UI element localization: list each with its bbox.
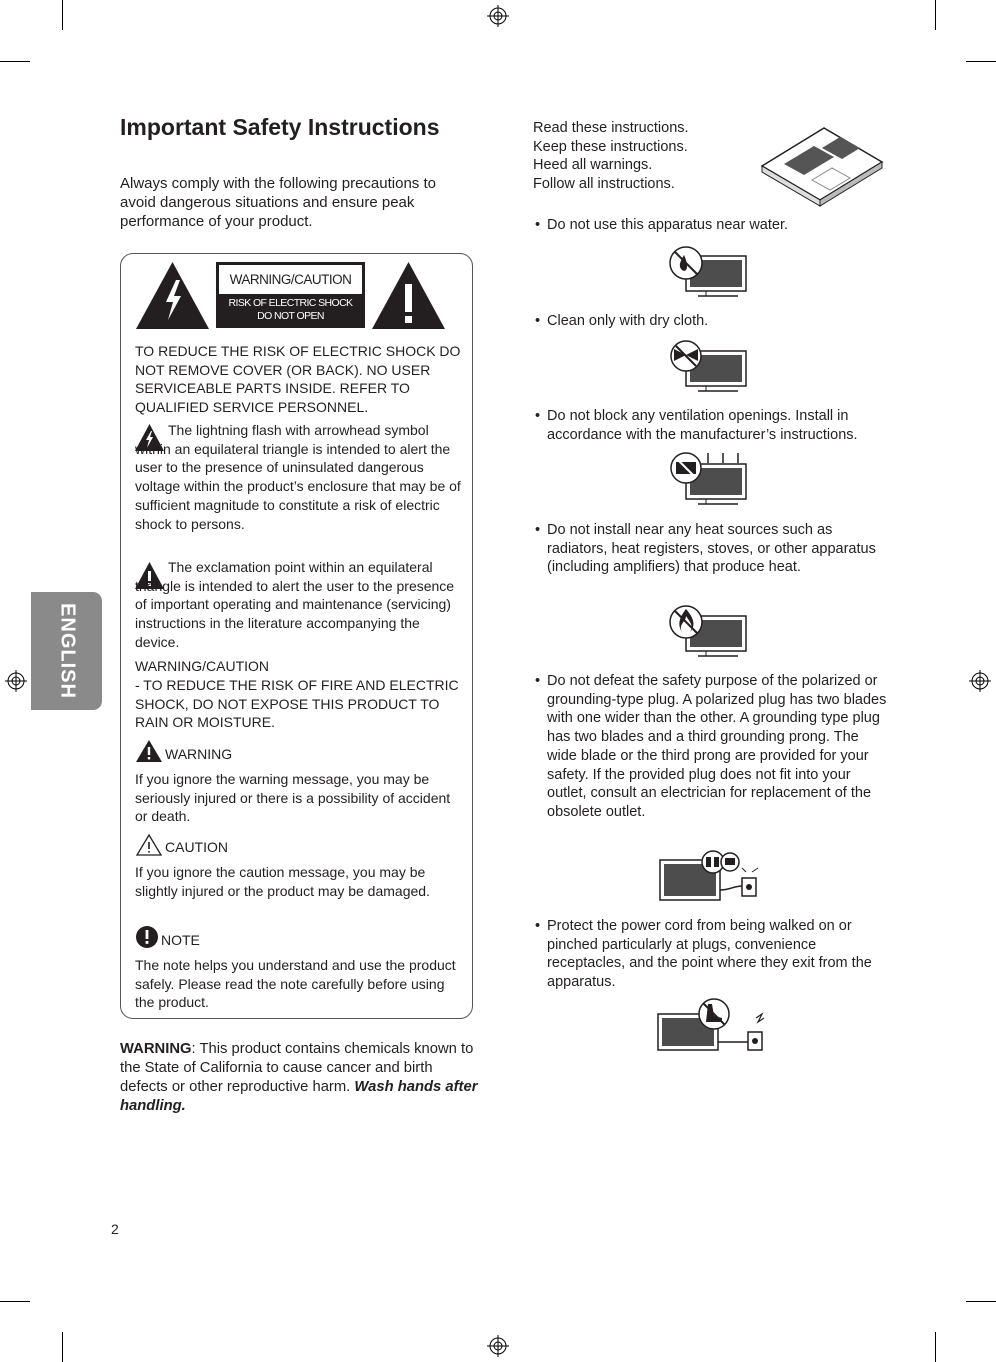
bullet-dot: •: [535, 522, 541, 538]
registration-mark-icon: [5, 670, 27, 692]
warning-text: If you ignore the warning message, you may be seriously injured or there is a possibility of accident or death.: [135, 771, 451, 825]
language-tab: [31, 592, 102, 710]
manual-book-icon: [762, 126, 882, 202]
crop-mark: [0, 61, 30, 62]
bullet-text: Protect the power cord from being walked on or pinched particularly at plugs, convenience receptacles, and the point where they exit from the apparatus.: [547, 918, 872, 991]
wc-text: - TO REDUCE THE RISK OF FIRE AND ELECTRIC SHOCK, DO NOT EXPOSE THIS PRODUCT TO RAIN OR MOISTURE.: [135, 677, 459, 731]
language-label: ENGLISH: [56, 603, 78, 699]
caution-icon: [136, 834, 162, 856]
note-icon: [136, 926, 158, 948]
bullet-text: Do not defeat the safety purpose of the polarized or grounding-type plug. A polarized plug has two blades with one wider than the other. A grounding type plug has two blades and a third grounding prong. The wide blade or the third prong are provided for your safety. If the provided plug does not fit into your outlet, consult an electrician for replacement of the obsolete outlet.: [547, 673, 887, 820]
note-label: NOTE: [161, 932, 200, 948]
prop65-italic: Wash hands after handling.: [120, 1079, 478, 1114]
warning-caution-label: [216, 262, 365, 328]
bullet-dot: •: [535, 673, 541, 689]
bullet-text: Do not block any ventilation openings. Install in accordance with the manufacturer’s instructions.: [547, 408, 858, 443]
crop-mark: [935, 1332, 936, 1362]
registration-mark-icon: [487, 1335, 509, 1357]
page-title: Important Safety Instructions: [120, 114, 440, 140]
crop-mark: [0, 1301, 30, 1302]
bullet-dot: •: [535, 217, 541, 233]
prop65-bold: WARNING: [120, 1041, 192, 1057]
prop65-text: : This product contains chemicals known to the State of California to cause cancer and birth defects or other reproductive harm.: [120, 1041, 474, 1095]
no-block-vent-icon: [668, 450, 748, 506]
label-header: WARNING/CAUTION: [219, 265, 362, 294]
lightning-triangle-icon: [136, 262, 209, 329]
bullet-text: Clean only with dry cloth.: [547, 313, 709, 329]
read-item: Heed all warnings.: [533, 157, 653, 173]
intro-text: Always comply with the following precautions to avoid dangerous situations and ensure peak performance of your product.: [120, 175, 436, 230]
bullet-dot: •: [535, 918, 541, 934]
page-number: 2: [111, 1221, 119, 1237]
no-spray-icon: [668, 341, 748, 393]
reduce-risk-text: TO REDUCE THE RISK OF ELECTRIC SHOCK DO NOT REMOVE COVER (OR BACK). NO USER SERVICEABLE PARTS INSIDE. REFER TO QUALIFIED SERVICE PERSONNEL.: [135, 343, 461, 416]
read-item: Keep these instructions.: [533, 138, 688, 155]
read-item: Follow all instructions.: [533, 175, 675, 192]
no-heat-icon: [668, 604, 748, 660]
read-item: Read these instructions.: [533, 120, 689, 136]
no-step-cord-icon: [656, 998, 772, 1054]
crop-mark: [966, 1301, 996, 1302]
bullet-dot: •: [535, 313, 541, 329]
exclamation-triangle-icon: [372, 262, 445, 329]
prop65-warning: [120, 1040, 480, 1116]
note-text: The note helps you understand and use the product safely. Please read the note carefully before using the product.: [135, 957, 456, 1011]
bullet-text: Do not use this apparatus near water.: [547, 217, 789, 233]
caution-label: CAUTION: [165, 839, 228, 855]
no-water-icon: [668, 246, 748, 298]
warning-icon: [136, 740, 162, 762]
warning-label: WARNING: [165, 746, 233, 762]
crop-mark: [62, 1332, 63, 1362]
label-sub: [216, 297, 365, 322]
exclamation-description: The exclamation point within an equilateral triangle is intended to alert the user to the presence of important operating and maintenance (servicing) instructions in the literature accompanying the device.: [135, 559, 455, 650]
wc-title: WARNING/CAUTION: [135, 658, 270, 674]
label-sub-line1: RISK OF ELECTRIC SHOCK: [228, 297, 353, 309]
crop-mark: [935, 0, 936, 30]
read-list: [533, 119, 689, 193]
crop-mark: [62, 0, 63, 30]
caution-text: If you ignore the caution message, you may be slightly injured or the product may be damaged.: [135, 864, 430, 899]
registration-mark-icon: [487, 5, 509, 27]
bullet-dot: •: [535, 408, 541, 424]
crop-mark: [966, 61, 996, 62]
registration-mark-icon: [969, 670, 991, 692]
lightning-description: The lightning flash with arrowhead symbol within an equilateral triangle is intended to alert the user to the presence of uninsulated dangerous voltage within the product’s enclosure that may be of sufficient magnitude to constitute a risk of electric shock to persons.: [135, 422, 461, 532]
label-sub-line2: DO NOT OPEN: [257, 309, 324, 322]
plug-icon: [658, 848, 768, 904]
bullet-text: Do not install near any heat sources such as radiators, heat registers, stoves, or other apparatus (including amplifiers) that produce heat.: [547, 522, 876, 576]
